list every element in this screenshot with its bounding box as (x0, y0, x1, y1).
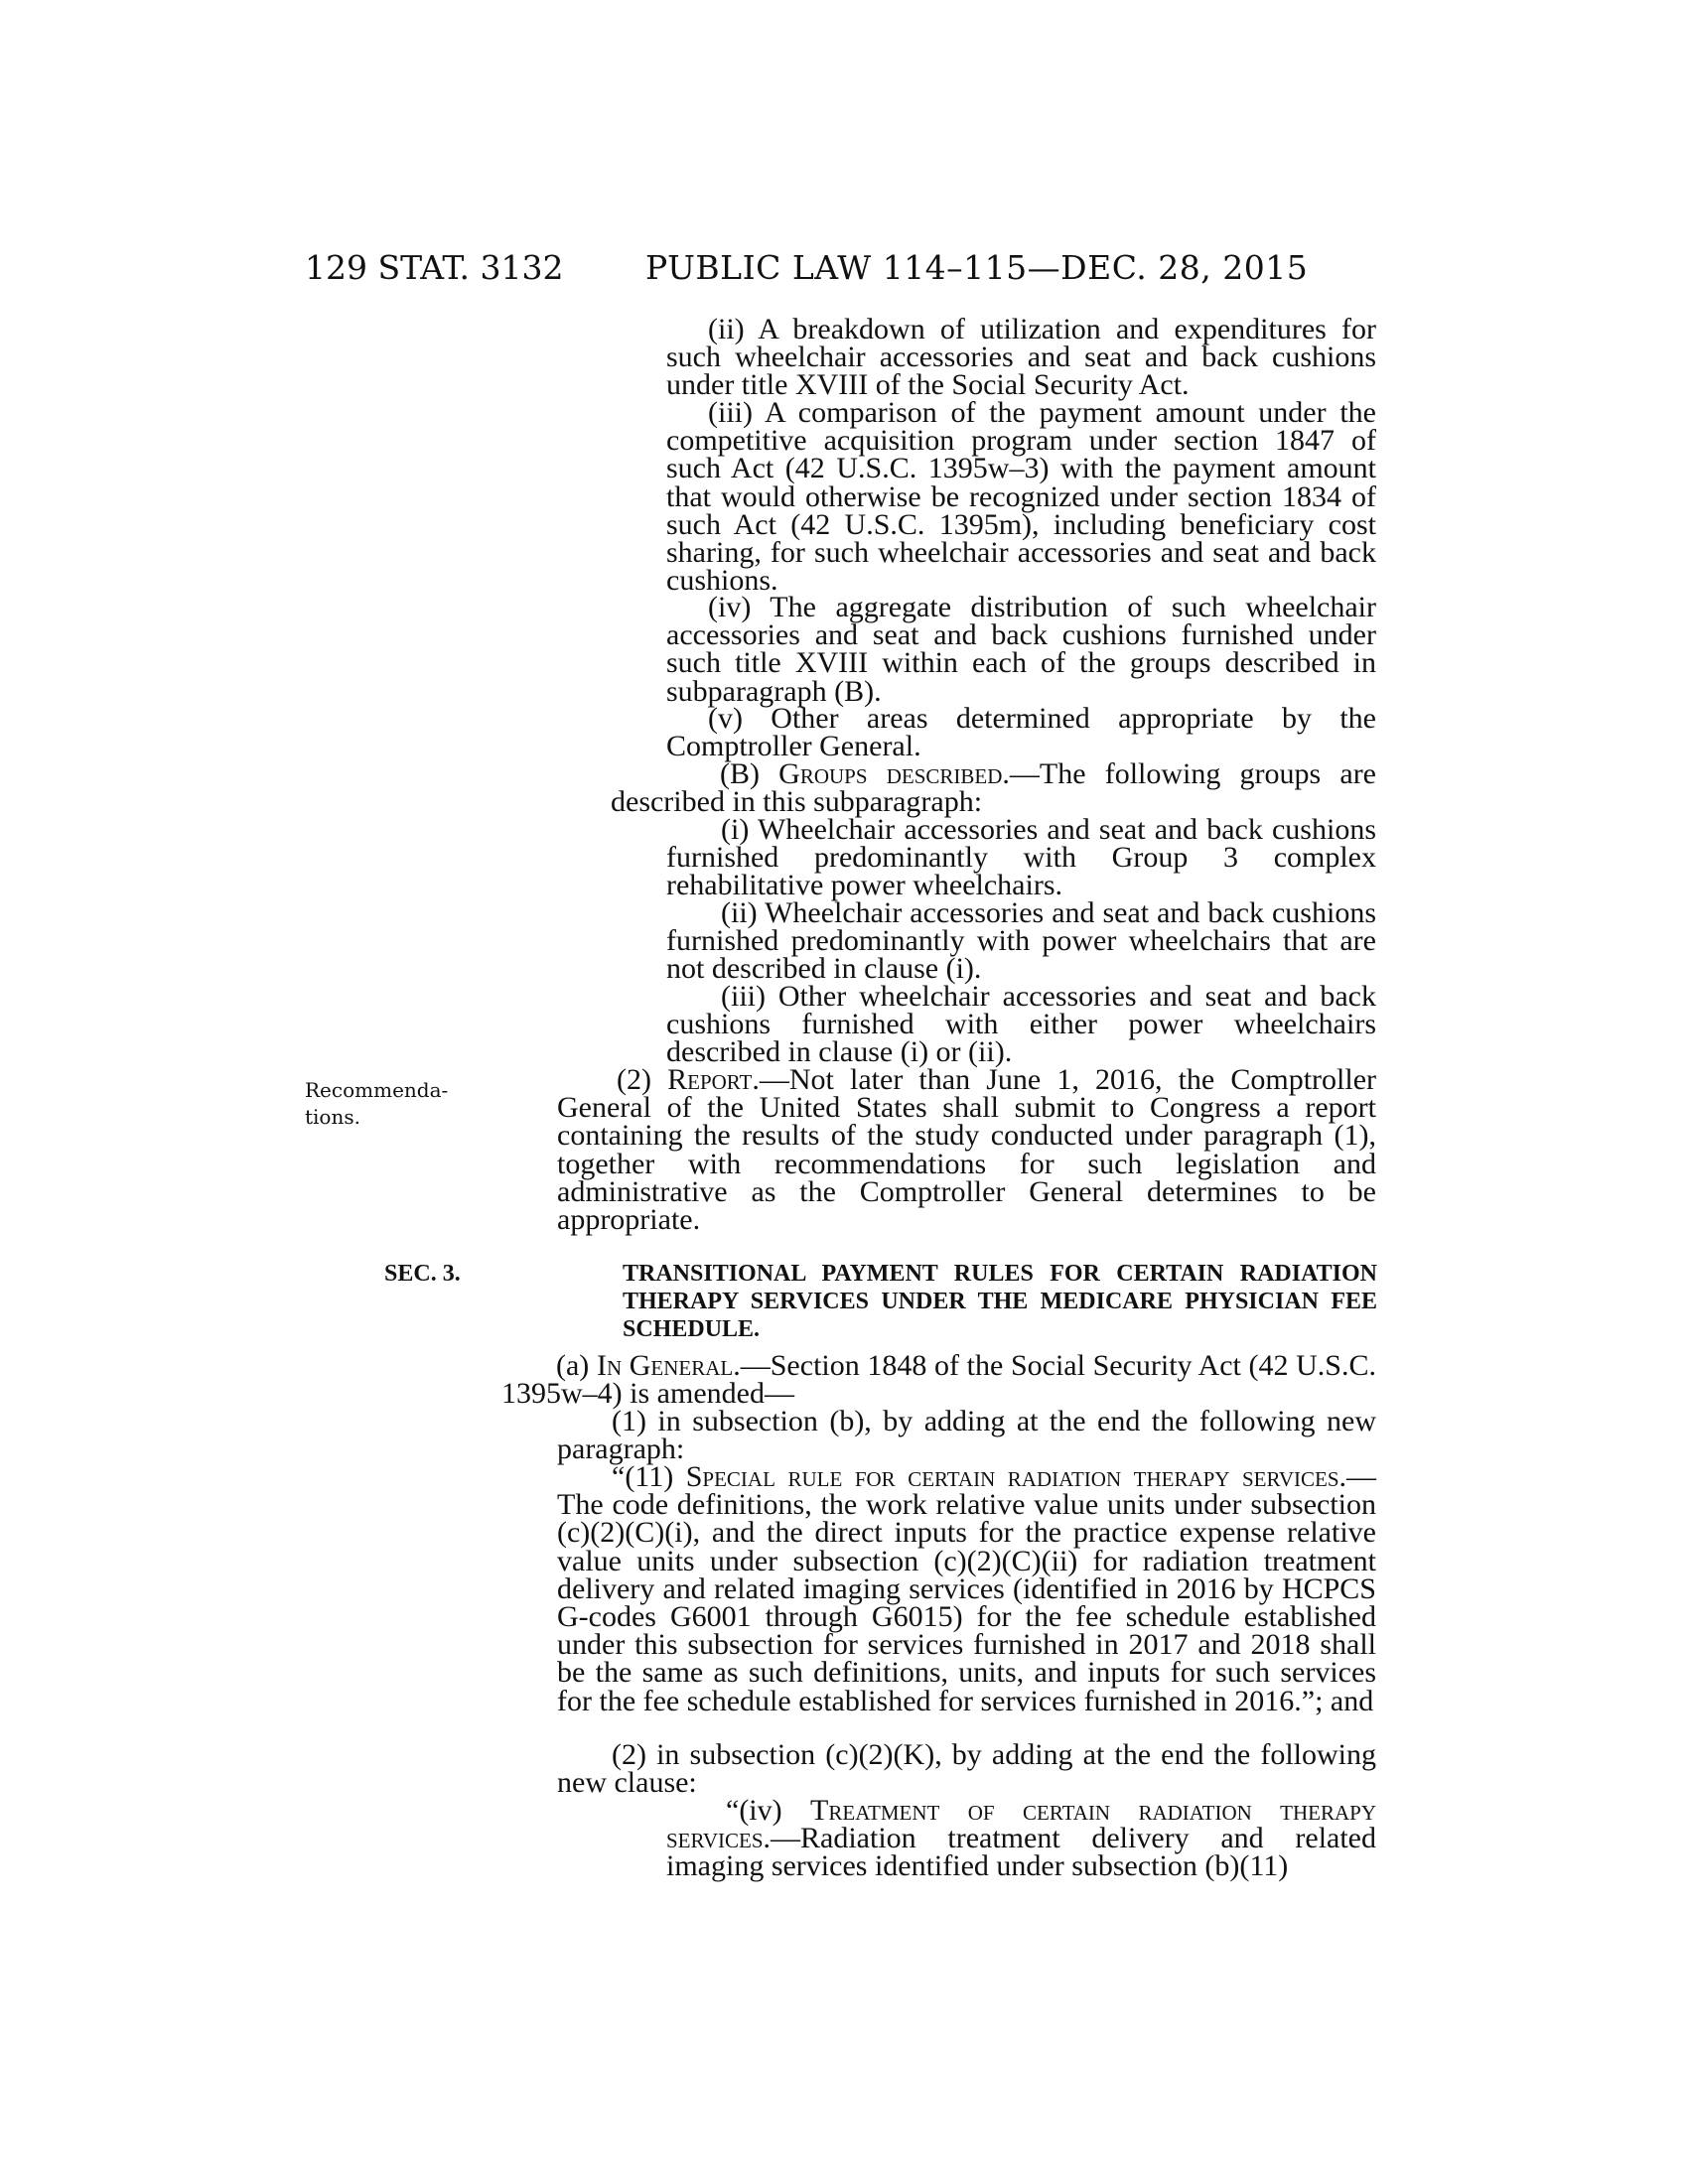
quoted-clause-iv-text: .—Radiation treatment delivery and related imaging services identified under subsection (b)(11) (666, 1822, 1376, 1883)
clause-b-i: (i) Wheelchair accessories and seat and back cushions furnished predominantly with Group 3 complex rehabilitative power wheelchairs. (666, 813, 1376, 902)
subsection-a-text: .—Section 1848 of the Social Security Act (42 U.S.C. 1395w–4) is amended— (501, 1349, 1376, 1411)
margin-note-text: Recommenda- tions. (305, 1078, 449, 1129)
clause-a-v: (v) Other areas determined appropriate by the Comptroller General. (666, 702, 1376, 763)
paragraph-2-text: .—Not later than June 1, 2016, the Comptroller General of the United States shall submit to Congress a report containing the results of the study conducted under paragraph (1), together with recommendations for such legislation and administrative as the Comptroller General determines to be appropriate. (557, 1063, 1377, 1237)
paragraph-1: (1) in subsection (b), by adding at the end the following new paragraph: (557, 1405, 1376, 1466)
clause-a-ii: (ii) A breakdown of utilization and expenditures for such wheelchair accessories and seat and back cushions under title XVIII of the Social Security Act. (666, 313, 1376, 402)
paragraph-2-lead: (2) (617, 1063, 651, 1096)
clause-b-iii: (iii) Other wheelchair accessories and seat and back cushions furnished with either power wheelchairs described in clause (i) or (ii). (666, 980, 1376, 1069)
paragraph-2-heading: Report (667, 1063, 753, 1096)
subsection-a (501, 1349, 1376, 1411)
section-heading (384, 1260, 1377, 1343)
clause-a-iii: (iii) A comparison of the payment amount under the competitive acquisition program under section 1847 of such Act (42 U.S.C. 1395w–3) with the payment amount that would otherwise be recognized under section 1834 of such Act (42 U.S.C. 1395m), including beneficiary cost sharing, for such wheelchair accessories and seat and back cushions. (666, 396, 1376, 598)
clause-a-iv: (iv) The aggregate distribution of such wheelchair accessories and seat and back cushions furnished under such title XVIII within each of the groups described in subparagraph (B). (666, 591, 1376, 708)
margin-note (305, 1077, 449, 1131)
section-number: SEC. 3. (384, 1261, 461, 1287)
quoted-clause-iv-heading: Treatment of certain radiation therapy services (666, 1794, 1377, 1855)
quoted-paragraph-11-heading: Special rule for certain radiation therapy services (685, 1460, 1339, 1493)
subparagraph-b (611, 757, 1376, 819)
quoted-paragraph-11-lead: “(11) (612, 1460, 674, 1493)
page-citation: 129 STAT. 3132 (305, 248, 564, 287)
running-header: PUBLIC LAW 114–115—DEC. 28, 2015 (645, 248, 1309, 287)
subsection-a-lead: (a) (556, 1349, 590, 1382)
quoted-clause-iv-lead: “(iv) (726, 1794, 782, 1827)
paragraph-2-amendment: (2) in subsection (c)(2)(K), by adding at the end the following new clause: (557, 1738, 1376, 1800)
quoted-paragraph-11-text: .—The code definitions, the work relative value units under subsection (c)(2)(C)(i), and the direct inputs for the practice expense relative value units under subsection (c)(2)(C)(ii) for radiation treatment delivery and related imaging services (identified in 2016 by HCPCS G-codes G6001 through G6015) for the fee schedule established under this subsection for services furnished in 2017 and 2018 shall be the same as such definitions, units, and inputs for such services for the fee schedule established for services furnished in 2016.”; and (557, 1460, 1377, 1717)
subparagraph-b-lead: (B) (720, 757, 760, 790)
clause-b-ii: (ii) Wheelchair accessories and seat and back cushions furnished predominantly with power wheelchairs that are not described in clause (i). (666, 896, 1376, 986)
subparagraph-b-text: .—The following groups are described in this subparagraph: (611, 757, 1376, 819)
section-title: TRANSITIONAL PAYMENT RULES FOR CERTAIN RADIATION THERAPY SERVICES UNDER THE MEDICARE PHYSICIAN FEE SCHEDULE. (623, 1261, 1377, 1342)
subsection-a-heading: In General (596, 1349, 734, 1382)
paragraph-2-report (557, 1063, 1377, 1237)
quoted-paragraph-11 (557, 1460, 1377, 1717)
subparagraph-b-heading: Groups described (778, 757, 1003, 790)
quoted-clause-iv (666, 1794, 1377, 1883)
